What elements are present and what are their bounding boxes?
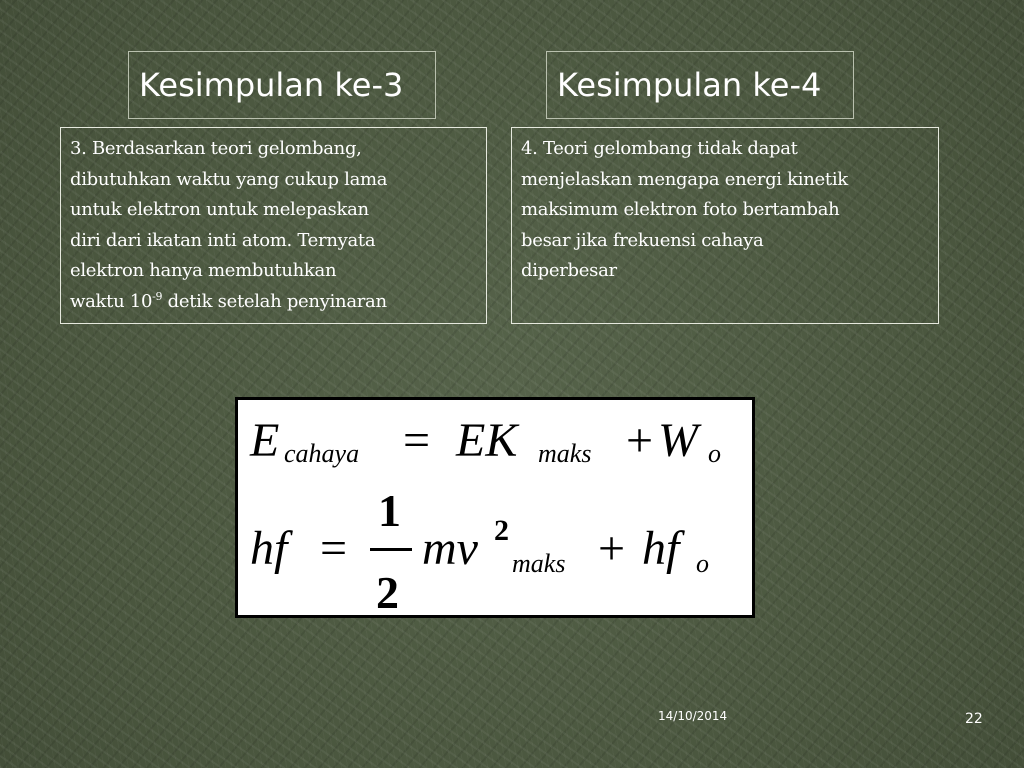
text-line: 3. Berdasarkan teori gelombang, [70, 138, 362, 159]
eq2-term1-sub: maks [512, 549, 566, 578]
text-line: besar jika frekuensi cahaya [521, 229, 764, 251]
eq2-term1: mv [422, 522, 478, 575]
text-line: diperbesar [521, 260, 617, 281]
eq2-equals: = [320, 522, 348, 575]
eq2-frac-den: 2 [376, 567, 399, 615]
eq2-frac-num: 1 [378, 485, 401, 536]
text-line: elektron hanya membutuhkan [70, 260, 337, 281]
text-line: 4. Teori gelombang tidak dapat [521, 138, 798, 159]
eq1-term1: EK [456, 414, 518, 467]
eq1-term2-sub: o [708, 439, 721, 468]
text-line: diri dari ikatan inti atom. Ternyata [70, 229, 376, 251]
text-box-kesimpulan-3 [60, 127, 487, 324]
text-line: dibutuhkan waktu yang cukup lama [70, 168, 388, 190]
exponent: -9 [152, 289, 163, 303]
footer-date: 14/10/2014 [658, 709, 728, 723]
fraction-bar [370, 548, 412, 551]
text-box-kesimpulan-4 [511, 127, 939, 324]
formula-svg [238, 400, 752, 615]
eq2-term2-sub: o [696, 549, 709, 578]
text-line: untuk elektron untuk melepaskan [70, 199, 369, 220]
title-kesimpulan-4-text: Kesimpulan ke-4 [557, 66, 822, 104]
eq2-plus: + [598, 522, 626, 575]
title-kesimpulan-3-text: Kesimpulan ke-3 [139, 66, 404, 104]
eq2-lhs: hf [250, 522, 288, 575]
text-line: maksimum elektron foto bertambah [521, 199, 840, 220]
eq2-term2: hf [642, 522, 680, 575]
formula-box [235, 397, 755, 618]
eq1-term2: W [658, 414, 698, 467]
text-line [70, 287, 477, 318]
title-kesimpulan-4 [546, 51, 854, 119]
title-kesimpulan-3 [128, 51, 436, 119]
eq1-plus: + [626, 414, 654, 467]
eq1-lhs-var: E [250, 414, 280, 467]
text-line: menjelaskan mengapa energi kinetik [521, 168, 848, 190]
text-fragment: detik setelah penyinaran [162, 290, 387, 312]
eq1-term1-sub: maks [538, 439, 592, 468]
eq1-lhs-sub: cahaya [284, 439, 360, 468]
text-fragment: waktu 10 [70, 290, 153, 312]
eq2-term1-sup: 2 [494, 514, 509, 547]
page-number: 22 [965, 711, 983, 727]
eq1-equals: = [403, 414, 431, 467]
